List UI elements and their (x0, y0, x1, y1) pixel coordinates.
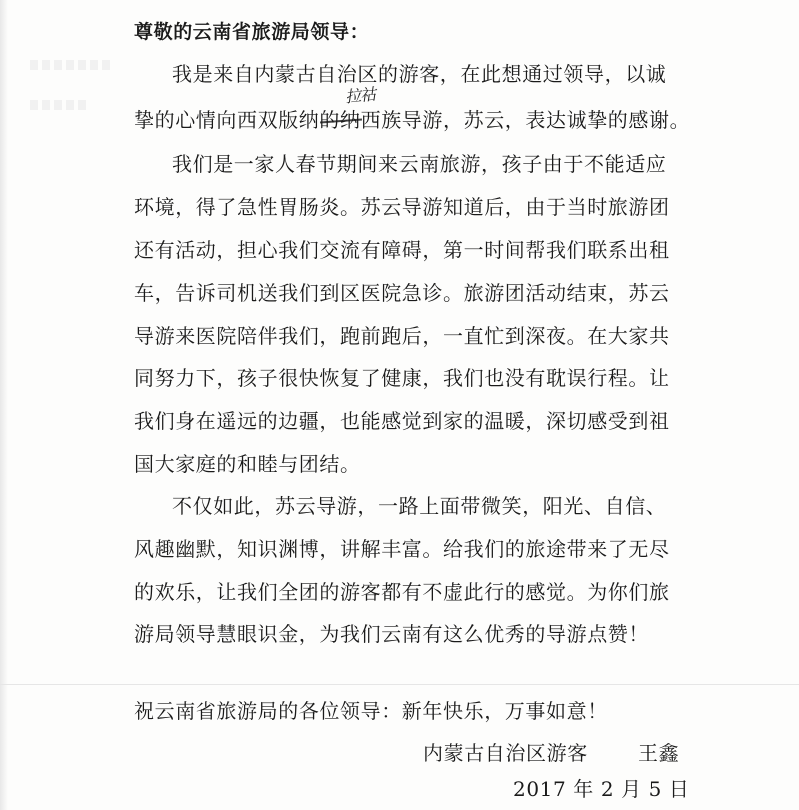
body-line: 不仅如此，苏云导游，一路上面带微笑，阳光、自信、 (172, 494, 667, 518)
signature-name: 王鑫 (638, 741, 680, 765)
body-line: 车，告诉司机送我们到区医院急诊。旅游团活动结束，苏云 (134, 281, 670, 305)
body-line: 挚的心情向西双版纳的纳西族导游，苏云，表达诚挚的感谢。 (134, 108, 691, 132)
bleed-through-mark (30, 60, 110, 70)
body-line: 我们身在遥远的边疆，也能感觉到家的温暖，深切感受到祖 (134, 409, 670, 433)
paper-fold-line (0, 684, 799, 685)
body-line: 风趣幽默，知识渊博，讲解丰富。给我们的旅途带来了无尽 (134, 537, 670, 561)
body-line: 同努力下，孩子很快恢复了健康，我们也没有耽误行程。让 (134, 366, 670, 390)
closing-wish: 祝云南省旅游局的各位领导：新年快乐，万事如意！ (134, 699, 608, 723)
body-line: 的欢乐，让我们全团的游客都有不虚此行的感觉。为你们旅 (134, 580, 670, 604)
body-line: 还有活动，担心我们交流有障碍，第一时间帮我们联系出租 (134, 238, 670, 262)
letter-date: 2017 年 2 月 5 日 (513, 777, 690, 801)
signature-organization: 内蒙古自治区游客 (423, 741, 588, 765)
body-line: 环境，得了急性胃肠炎。苏云导游知道后，由于当时旅游团 (134, 195, 670, 219)
body-line: 导游来医院陪伴我们，跑前跑后，一直忙到深夜。在大家共 (134, 324, 670, 348)
body-line: 国大家庭的和睦与团结。 (134, 452, 361, 476)
body-line: 我们是一家人春节期间来云南旅游，孩子由于不能适应 (172, 152, 667, 176)
scan-edge-shadow (0, 0, 8, 810)
body-line: 我是来自内蒙古自治区的游客，在此想通过领导，以诚 (172, 62, 667, 86)
salutation: 尊敬的云南省旅游局领导： (134, 21, 370, 43)
bleed-through-mark (30, 100, 90, 110)
body-line: 游局领导慧眼识金，为我们云南有这么优秀的导游点赞！ (134, 622, 649, 646)
handwritten-correction: 拉祜 (344, 84, 377, 107)
